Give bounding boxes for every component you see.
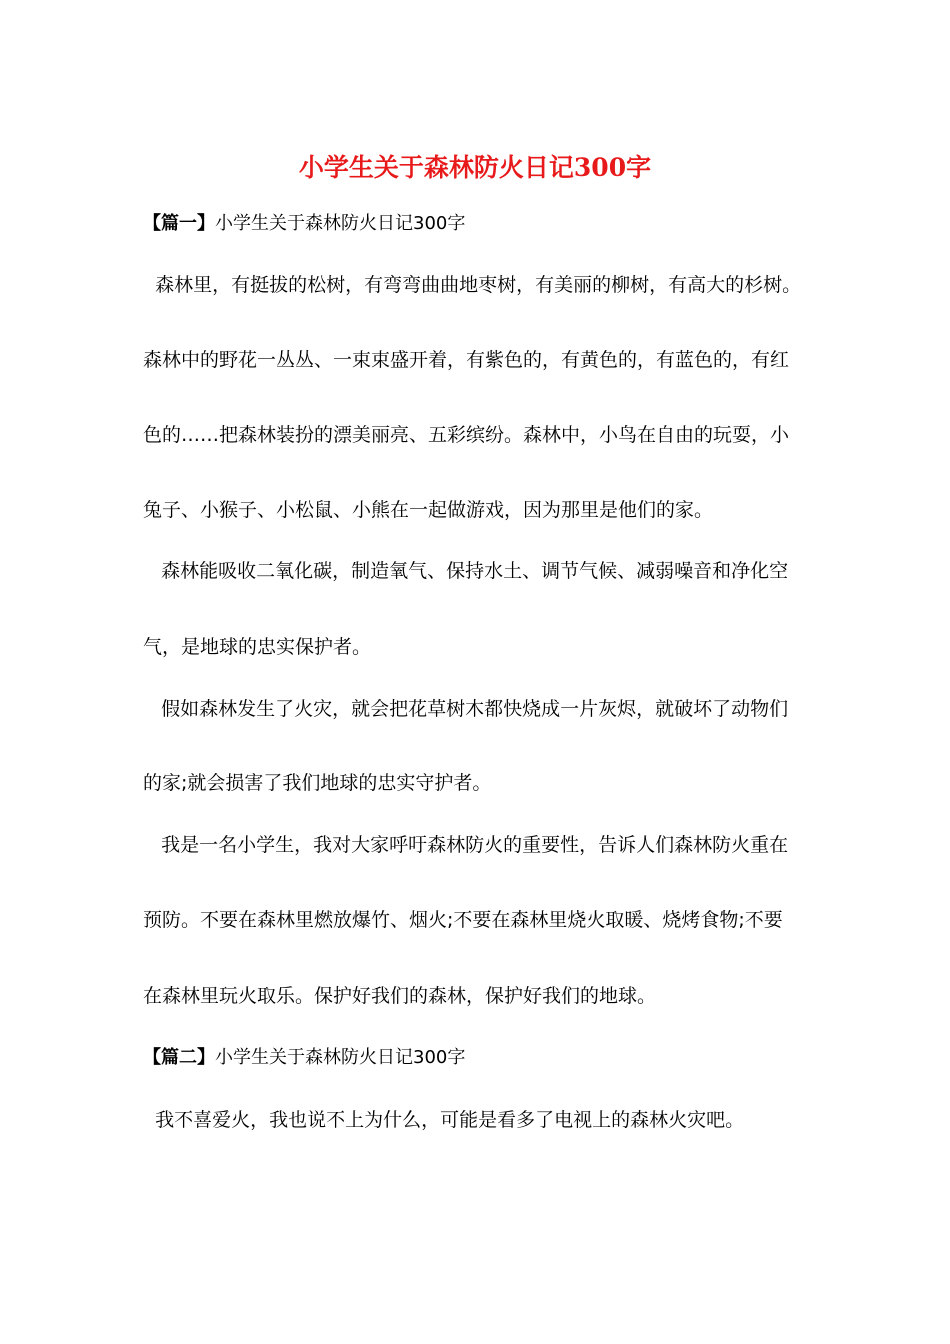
paragraph-line: 预防。不要在森林里燃放爆竹、烟火;不要在森林里烧火取暖、烧烤食物;不要 — [143, 909, 783, 931]
paragraph-line: 在森林里玩火取乐。保护好我们的森林，保护好我们的地球。 — [143, 985, 657, 1007]
section-heading-2 — [143, 1044, 465, 1072]
paragraph-line: 兔子、小猴子、小松鼠、小熊在一起做游戏，因为那里是他们的家。 — [143, 499, 714, 521]
section-label-1: 【篇一】 — [143, 213, 215, 234]
paragraph-line: 我不喜爱火，我也说不上为什么，可能是看多了电视上的森林火灾吧。 — [143, 1109, 745, 1131]
document-title: 小学生关于森林防火日记300字 — [298, 153, 652, 182]
paragraph-line: 色的……把森林装扮的漂美丽亮、五彩缤纷。森林中，小鸟在自由的玩耍，小 — [143, 424, 790, 446]
section-heading-text-2: 小学生关于森林防火日记300字 — [215, 1047, 466, 1068]
paragraph-line: 气，是地球的忠实保护者。 — [143, 636, 372, 658]
section-label-2: 【篇二】 — [143, 1047, 215, 1068]
paragraph-line: 的家;就会损害了我们地球的忠实守护者。 — [143, 772, 492, 794]
paragraph-line: 我是一名小学生，我对大家呼吁森林防火的重要性，告诉人们森林防火重在 — [143, 834, 789, 856]
section-heading-text-1: 小学生关于森林防火日记300字 — [215, 213, 466, 234]
paragraph-line: 森林里，有挺拔的松树，有弯弯曲曲地枣树，有美丽的柳树，有高大的杉树。 — [143, 274, 802, 296]
paragraph-line: 假如森林发生了火灾，就会把花草树木都快烧成一片灰烬，就破坏了动物们 — [143, 698, 789, 720]
section-heading-1 — [143, 210, 465, 238]
paragraph-line: 森林能吸收二氧化碳，制造氧气、保持水土、调节气候、减弱噪音和净化空 — [143, 560, 789, 582]
paragraph-line: 森林中的野花一丛丛、一束束盛开着，有紫色的，有黄色的，有蓝色的，有红 — [143, 349, 790, 371]
